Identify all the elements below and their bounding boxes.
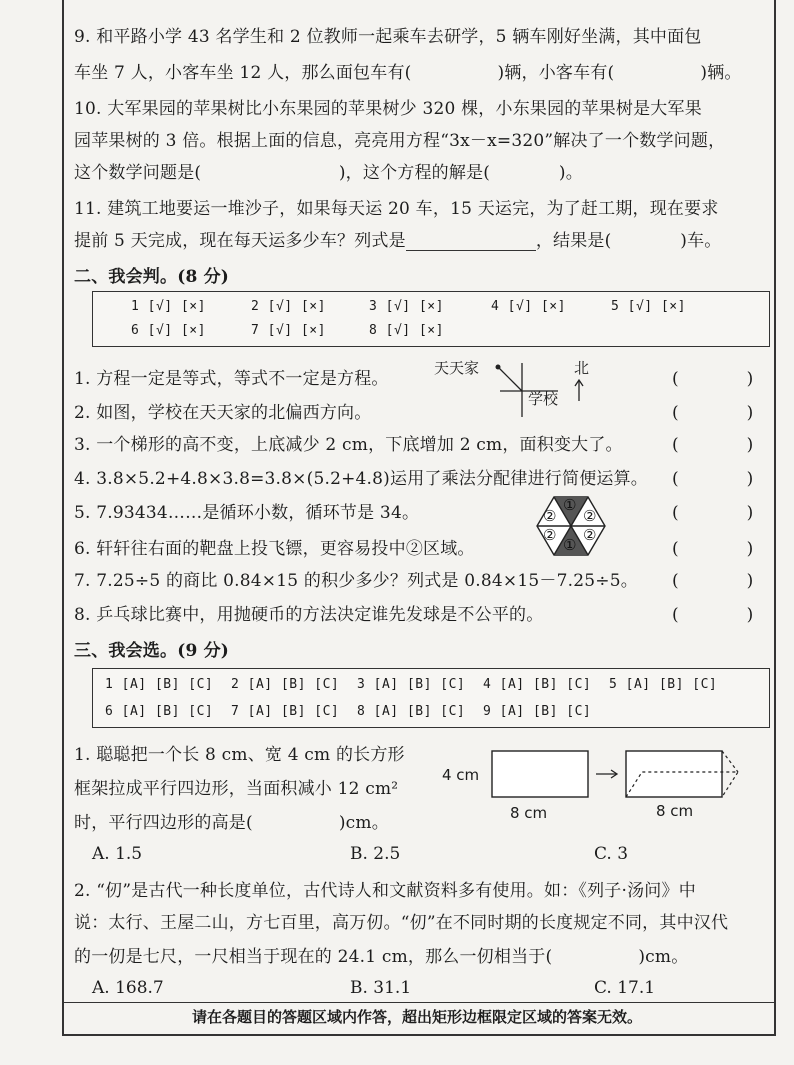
choice-q2-option-c: C. 17.1 bbox=[594, 978, 656, 998]
section3-answer-box bbox=[92, 668, 770, 728]
section3-title: 三、我会选。(9 分) bbox=[74, 641, 230, 661]
choice-option-8[interactable]: 8 [A] [B] [C] bbox=[357, 704, 466, 719]
section2-title: 二、我会判。(8 分) bbox=[74, 267, 230, 287]
judge-option-2[interactable]: 2 [√] [×] bbox=[251, 299, 326, 314]
q11-line2-text: 提前 5 天完成，现在每天运多少车？列式是 bbox=[74, 231, 406, 251]
judge-option-6[interactable]: 6 [√] [×] bbox=[131, 323, 206, 338]
judge-paren-3[interactable]: ( ) bbox=[672, 435, 754, 455]
q11-formula-blank[interactable] bbox=[406, 234, 536, 251]
parallelogram-length-label: 8 cm bbox=[656, 802, 694, 820]
judge-paren-5[interactable]: ( ) bbox=[672, 503, 754, 523]
judge-item-1: 1. 方程一定是等式，等式不一定是方程。 bbox=[74, 369, 389, 389]
map-school-label: 学校 bbox=[528, 390, 559, 408]
choice-q1-line2: 框架拉成平行四边形，当面积减小 12 cm² bbox=[74, 779, 399, 799]
answer-area-notice: 请在各题目的答题区域内作答，超出矩形边框限定区域的答案无效。 bbox=[191, 1008, 642, 1026]
choice-option-6[interactable]: 6 [A] [B] [C] bbox=[105, 704, 214, 719]
judge-item-3: 3. 一个梯形的高不变，上底减少 2 cm，下底增加 2 cm，面积变大了。 bbox=[74, 435, 623, 455]
choice-q2-option-b: B. 31.1 bbox=[350, 978, 412, 998]
q9-line1: 9. 和平路小学 43 名学生和 2 位教师一起乘车去研学，5 辆车刚好坐满，其中面包 bbox=[74, 27, 702, 47]
judge-item-8: 8. 乒乓球比赛中，用抛硬币的方法决定谁先发球是不公平的。 bbox=[74, 605, 544, 625]
rect-width-label: 4 cm bbox=[442, 766, 480, 784]
choice-q2-option-a: A. 168.7 bbox=[92, 978, 164, 998]
choice-option-1[interactable]: 1 [A] [B] [C] bbox=[105, 677, 214, 692]
target-region-2-lower-right: ② bbox=[583, 526, 597, 544]
q11-line1: 11. 建筑工地要运一堆沙子，如果每天运 20 车，15 天运完，为了赶工期，现在要求 bbox=[74, 199, 719, 219]
judge-item-4: 4. 3.8×5.2+4.8×3.8=3.8×(5.2+4.8)运用了乘法分配律进行简便运算。 bbox=[74, 469, 649, 489]
choice-option-2[interactable]: 2 [A] [B] [C] bbox=[231, 677, 340, 692]
choice-q2-line1: 2. “仞”是古代一种长度单位，古代诗人和文献资料多有使用。如：《列子·汤问》中 bbox=[74, 881, 696, 901]
judge-paren-6[interactable]: ( ) bbox=[672, 539, 754, 559]
judge-option-4[interactable]: 4 [√] [×] bbox=[491, 299, 566, 314]
choice-option-5[interactable]: 5 [A] [B] [C] bbox=[609, 677, 718, 692]
choice-q2-line3: 的一仞是七尺，一尺相当于现在的 24.1 cm，那么一仞相当于( )cm。 bbox=[74, 947, 689, 967]
choice-option-9[interactable]: 9 [A] [B] [C] bbox=[483, 704, 592, 719]
q9-line2: 车坐 7 人，小客车坐 12 人，那么面包车有( )辆，小客车有( )辆。 bbox=[74, 63, 742, 83]
target-region-2-lower-left: ② bbox=[543, 526, 557, 544]
q11-line2 bbox=[74, 226, 722, 251]
target-region-1-top: ① bbox=[563, 496, 577, 514]
map-home-label: 天天家 bbox=[434, 359, 480, 377]
judge-item-6: 6. 轩轩往右面的靶盘上投飞镖，更容易投中②区域。 bbox=[74, 539, 475, 559]
choice-q1-option-b: B. 2.5 bbox=[350, 844, 401, 864]
choice-option-3[interactable]: 3 [A] [B] [C] bbox=[357, 677, 466, 692]
map-north-label: 北 bbox=[574, 359, 590, 377]
q10-line2: 园苹果树的 3 倍。根据上面的信息，亮亮用方程“3x－x=320”解决了一个数学问题， bbox=[74, 131, 726, 151]
judge-paren-4[interactable]: ( ) bbox=[672, 469, 754, 489]
judge-paren-7[interactable]: ( ) bbox=[672, 571, 754, 591]
judge-option-3[interactable]: 3 [√] [×] bbox=[369, 299, 444, 314]
q10-line1: 10. 大军果园的苹果树比小东果园的苹果树少 320 棵，小东果园的苹果树是大军果 bbox=[74, 99, 702, 119]
choice-q2-line2: 说：太行、王屋二山，方七百里，高万仞。“仞”在不同时期的长度规定不同，其中汉代 bbox=[74, 913, 729, 933]
judge-option-7[interactable]: 7 [√] [×] bbox=[251, 323, 326, 338]
direction-map-figure bbox=[428, 355, 608, 417]
judge-paren-1[interactable]: ( ) bbox=[672, 369, 754, 389]
target-region-2-upper-left: ② bbox=[543, 507, 557, 525]
choice-q1-option-c: C. 3 bbox=[594, 844, 629, 864]
section2-answer-box bbox=[92, 291, 770, 347]
choice-option-7[interactable]: 7 [A] [B] [C] bbox=[231, 704, 340, 719]
map-lines bbox=[428, 355, 608, 417]
choice-q1-line3: 时，平行四边形的高是( )cm。 bbox=[74, 813, 389, 833]
q11-line2-tail: ，结果是( )车。 bbox=[535, 231, 722, 251]
judge-item-7: 7. 7.25÷5 的商比 0.84×15 的积少多少？列式是 0.84×15－7.25÷5。 bbox=[74, 571, 638, 591]
choice-q1-line1: 1. 聪聪把一个长 8 cm、宽 4 cm 的长方形 bbox=[74, 745, 405, 765]
target-region-2-upper-right: ② bbox=[583, 507, 597, 525]
judge-option-5[interactable]: 5 [√] [×] bbox=[611, 299, 686, 314]
choice-option-4[interactable]: 4 [A] [B] [C] bbox=[483, 677, 592, 692]
judge-item-5: 5. 7.93434……是循环小数，循环节是 34。 bbox=[74, 503, 420, 523]
judge-paren-2[interactable]: ( ) bbox=[672, 403, 754, 423]
judge-option-8[interactable]: 8 [√] [×] bbox=[369, 323, 444, 338]
judge-item-2: 2. 如图，学校在天天家的北偏西方向。 bbox=[74, 403, 372, 423]
choice-q1-option-a: A. 1.5 bbox=[92, 844, 143, 864]
target-region-1-bottom: ① bbox=[563, 536, 577, 554]
q10-line3: 这个数学问题是( )，这个方程的解是( )。 bbox=[74, 163, 583, 183]
judge-paren-8[interactable]: ( ) bbox=[672, 605, 754, 625]
judge-option-1[interactable]: 1 [√] [×] bbox=[131, 299, 206, 314]
rect-length-label: 8 cm bbox=[510, 804, 548, 822]
note-divider bbox=[62, 1002, 774, 1003]
rectangle-parallelogram-figure bbox=[484, 748, 774, 808]
